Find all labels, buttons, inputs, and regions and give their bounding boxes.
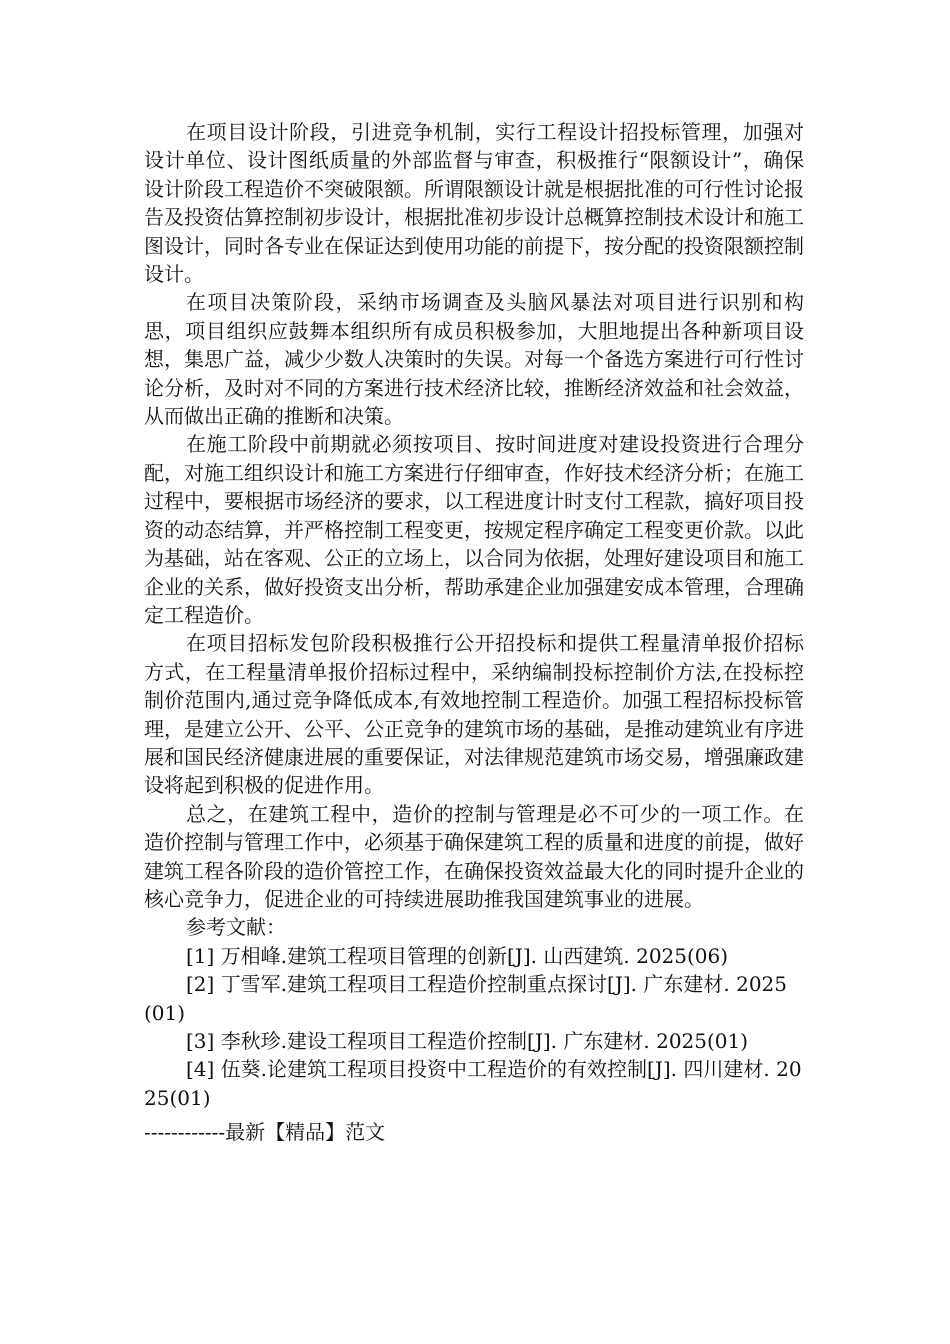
document-body	[144, 118, 804, 1112]
reference-item-1: [1] 万相峰.建筑工程项目管理的创新[J]. 山西建筑. 2025(06)	[186, 943, 729, 968]
paragraph-conclusion: 总之，在建筑工程中，造价的控制与管理是必不可少的一项工作。在造价控制与管理工作中，必须基于确保建筑工程的质量和进度的前提，做好建筑工程各阶段的造价管控工作，在确保投资效益最大化的同时提升企业的核心竞争力，促进企业的可持续进展助推我国建筑事业的进展。	[144, 801, 804, 911]
reference-item-4: [4] 伍葵.论建筑工程项目投资中工程造价的有效控制[J]. 四川建材. 2025(01)	[144, 1057, 802, 1110]
paragraph-decision-stage: 在项目决策阶段，采纳市场调查及头脑风暴法对项目进行识别和构思，项目组织应鼓舞本组织所有成员积极参加，大胆地提出各种新项目设想，集思广益，减少少数人决策时的失误。对每一个备选方案进行可行性讨论分析，及时对不同的方案进行技术经济比较，推断经济效益和社会效益，从而做出正确的推断和决策。	[144, 290, 804, 429]
paragraph-construction-stage: 在施工阶段中前期就必须按项目、按时间进度对建设投资进行合理分配，对施工组织设计和施工方案进行仔细审查，作好技术经济分析；在施工过程中，要根据市场经济的要求，以工程进度计时支付工程款，搞好项目投资的动态结算，并严格控制工程变更，按规定程序确定工程变更价款。以此为基础，站在客观、公正的立场上，以合同为依据，处理好建设项目和施工企业的关系，做好投资支出分析，帮助承建企业加强建安成本管理，合理确定工程造价。	[144, 432, 804, 627]
reference-item-2: [2] 丁雪军.建筑工程项目工程造价控制重点探讨[J]. 广东建材. 2025(01)	[144, 972, 787, 1025]
references-section	[144, 913, 804, 1112]
footer-text: ------------最新【精品】范文	[144, 1120, 386, 1144]
references-heading: 参考文献：	[186, 915, 286, 940]
paragraph-design-stage: 在项目设计阶段，引进竞争机制，实行工程设计招投标管理，加强对设计单位、设计图纸质量的外部监督与审查，积极推行“限额设计”，确保设计阶段工程造价不突破限额。所谓限额设计就是根据批准的可行性讨论报告及投资估算控制初步设计，根据批准初步设计总概算控制技术设计和施工图设计，同时各专业在保证达到使用功能的前提下，按分配的投资限额控制设计。	[144, 120, 804, 287]
reference-item-3: [3] 李秋珍.建设工程项目工程造价控制[J]. 广东建材. 2025(01)	[186, 1029, 749, 1053]
paragraph-bidding-stage: 在项目招标发包阶段积极推行公开招投标和提供工程量清单报价招标方式，在工程量清单报价招标过程中，采纳编制投标控制价方法,在投标控制价范围内,通过竞争降低成本,有效地控制工程造价。加强工程招标投标管理，是建立公开、公平、公正竞争的建筑市场的基础，是推动建筑业有序进展和国民经济健康进展的重要保证，对法律规范建筑市场交易，增强廉政建设将起到积极的促进作用。	[144, 631, 804, 798]
